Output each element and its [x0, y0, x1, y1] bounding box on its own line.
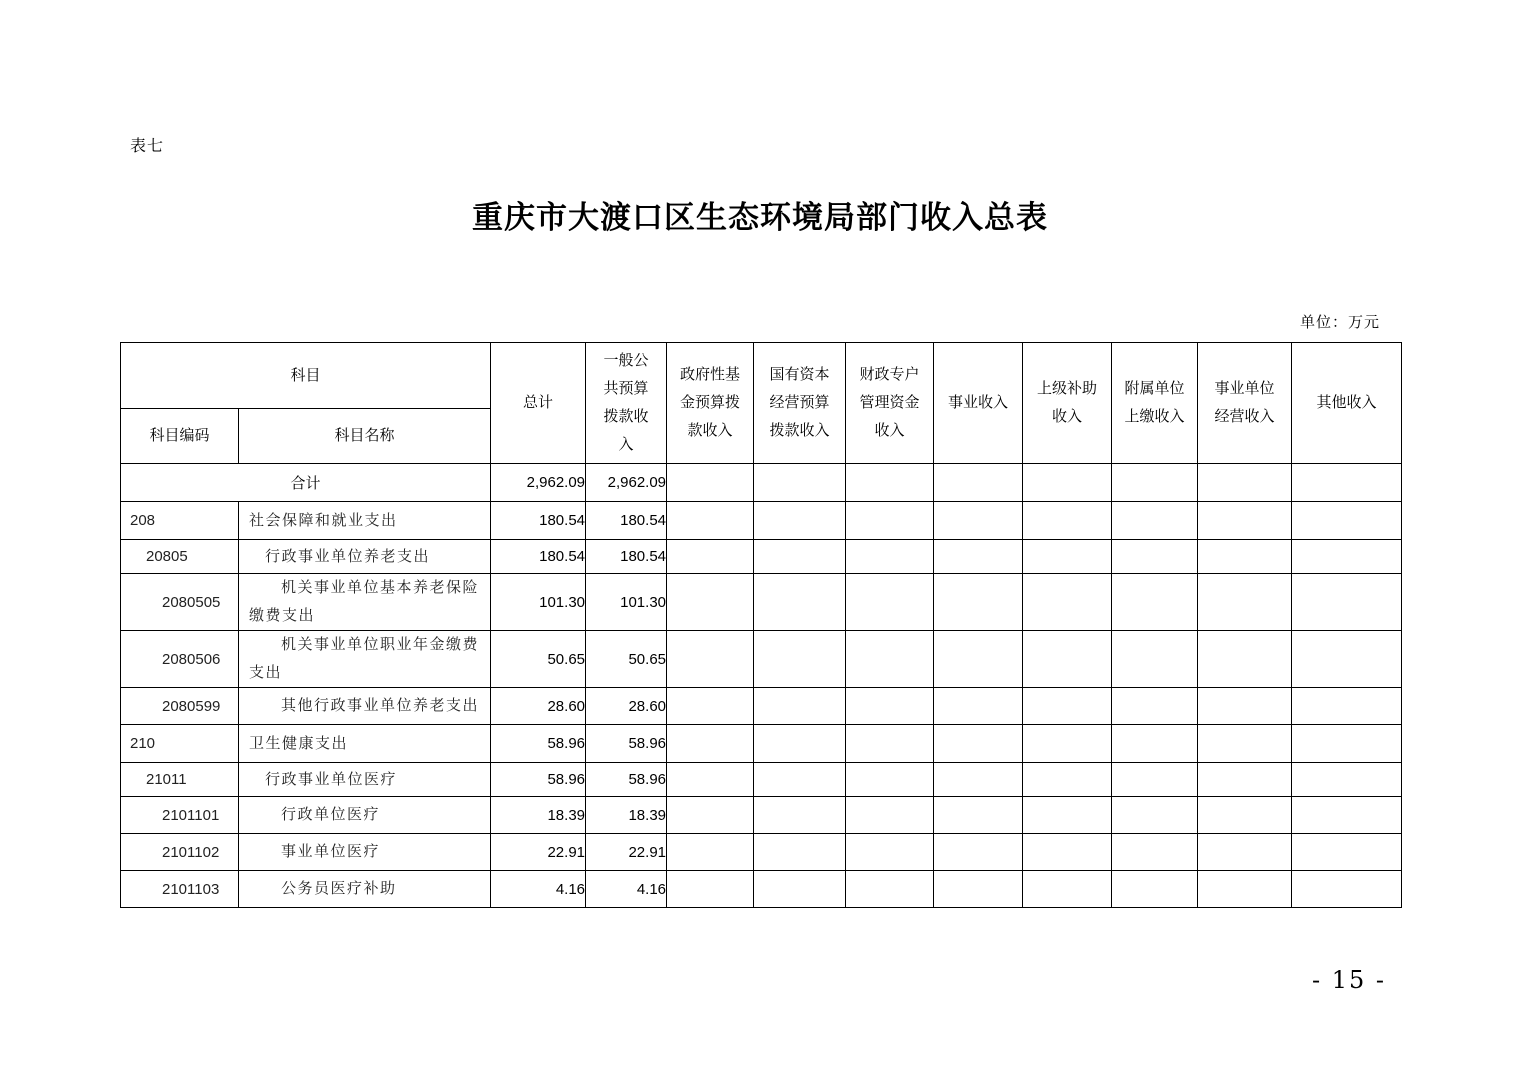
table-row: [121, 871, 1402, 908]
subject-name: 机关事业单位基本养老保险缴费支出: [239, 574, 491, 631]
general-budget-cell: 4.16: [586, 871, 667, 908]
header-other-income: 其他收入: [1292, 343, 1402, 464]
total-cell: 58.96: [491, 763, 586, 797]
table-row: [121, 688, 1402, 725]
subject-code: 2101103: [121, 871, 239, 908]
subject-code: 20805: [121, 540, 239, 574]
general-budget-cell: 28.60: [586, 688, 667, 725]
total-cell: 180.54: [491, 540, 586, 574]
subject-code: 2080505: [121, 574, 239, 631]
subject-code: 2080506: [121, 631, 239, 688]
total-cell: 50.65: [491, 631, 586, 688]
header-gov-fund: 政府性基金预算拨款收入: [667, 343, 754, 464]
total-cell: 58.96: [491, 725, 586, 763]
header-subject-code: 科目编码: [121, 409, 239, 464]
subject-name: 卫生健康支出: [239, 725, 491, 763]
header-superior-subsidy: 上级补助收入: [1023, 343, 1112, 464]
table-row: [121, 725, 1402, 763]
subject-code: 2101102: [121, 834, 239, 871]
total-cell: 180.54: [491, 502, 586, 540]
header-total: 总计: [491, 343, 586, 464]
subject-name: 社会保障和就业支出: [239, 502, 491, 540]
subject-name: 行政事业单位养老支出: [239, 540, 491, 574]
subject-name: 行政单位医疗: [239, 797, 491, 834]
subject-name: 公务员医疗补助: [239, 871, 491, 908]
unit-label: 单位：万元: [1300, 313, 1381, 331]
income-summary-table: [120, 342, 1402, 908]
header-subject: 科目: [121, 343, 491, 409]
subject-name: 机关事业单位职业年金缴费支出: [239, 631, 491, 688]
subject-code: 2101101: [121, 797, 239, 834]
general-budget-cell: 101.30: [586, 574, 667, 631]
subject-name: 其他行政事业单位养老支出: [239, 688, 491, 725]
total-cell: 22.91: [491, 834, 586, 871]
table-row: [121, 574, 1402, 631]
subject-code: 208: [121, 502, 239, 540]
page-number: - 15 -: [1312, 966, 1387, 994]
subject-code: 21011: [121, 763, 239, 797]
subject-code: 2080599: [121, 688, 239, 725]
total-cell: 101.30: [491, 574, 586, 631]
header-business-income: 事业收入: [934, 343, 1023, 464]
total-cell: 2,962.09: [491, 464, 586, 502]
header-subject-name: 科目名称: [239, 409, 491, 464]
general-budget-cell: 22.91: [586, 834, 667, 871]
general-budget-cell: 58.96: [586, 763, 667, 797]
header-unit-operating: 事业单位经营收入: [1198, 343, 1292, 464]
general-budget-cell: 18.39: [586, 797, 667, 834]
table-row: [121, 502, 1402, 540]
subject-name: 事业单位医疗: [239, 834, 491, 871]
total-cell: 18.39: [491, 797, 586, 834]
subject-name: 行政事业单位医疗: [239, 763, 491, 797]
general-budget-cell: 58.96: [586, 725, 667, 763]
header-state-capital: 国有资本经营预算拨款收入: [754, 343, 846, 464]
page-title: 重庆市大渡口区生态环境局部门收入总表: [472, 200, 1048, 236]
table-row: [121, 763, 1402, 797]
general-budget-cell: 180.54: [586, 502, 667, 540]
header-general-budget: 一般公共预算拨款收入: [586, 343, 667, 464]
table-number: 表七: [130, 136, 165, 155]
table-row: [121, 631, 1402, 688]
total-row: [121, 464, 1402, 502]
general-budget-cell: 2,962.09: [586, 464, 667, 502]
total-label: 合计: [121, 464, 491, 502]
header-affiliated-unit: 附属单位上缴收入: [1112, 343, 1198, 464]
subject-code: 210: [121, 725, 239, 763]
general-budget-cell: 180.54: [586, 540, 667, 574]
table-row: [121, 797, 1402, 834]
total-cell: 28.60: [491, 688, 586, 725]
general-budget-cell: 50.65: [586, 631, 667, 688]
table-row: [121, 834, 1402, 871]
header-fiscal-special: 财政专户管理资金收入: [846, 343, 934, 464]
total-cell: 4.16: [491, 871, 586, 908]
table-row: [121, 540, 1402, 574]
